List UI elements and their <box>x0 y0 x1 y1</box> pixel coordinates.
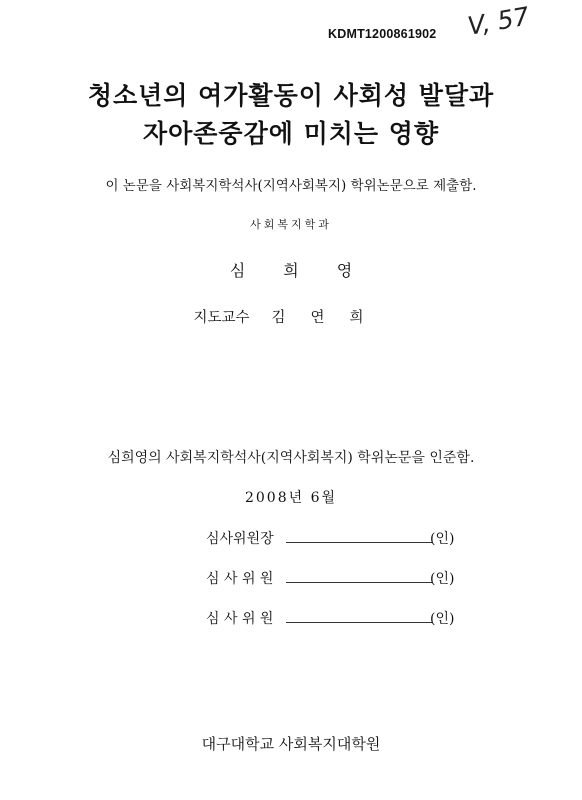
submission-statement: 이 논문을 사회복지학석사(지역사회복지) 학위논문으로 제출함. <box>105 178 477 194</box>
approval-statement: 심희영의 사회복지학석사(지역사회복지) 학위논문을 인준함. <box>107 450 475 466</box>
committee-title: 심 사 위 원 <box>206 611 274 627</box>
advisor-name: 김연희 <box>271 310 389 326</box>
advisor-label: 지도교수 <box>193 310 250 326</box>
document-id: KDMT1200861902 <box>328 27 437 41</box>
handwritten-note: V, 57 <box>465 1 532 41</box>
department: 사회복지학과 <box>250 218 332 231</box>
author-name: 심희영 <box>229 261 391 280</box>
signature-line <box>286 542 432 543</box>
signature-line <box>286 622 432 623</box>
thesis-title-line-1: 청소년의 여가활동이 사회성 발달과 <box>87 81 495 110</box>
approval-date: 2008년 6월 <box>244 490 338 506</box>
seal-mark: (인) <box>430 571 455 587</box>
thesis-title-line-2: 자아존중감에 미치는 영향 <box>142 119 440 148</box>
seal-mark: (인) <box>430 611 455 627</box>
committee-title: 심사위원장 <box>206 531 274 547</box>
seal-mark: (인) <box>430 531 455 547</box>
advisor <box>0 306 582 327</box>
committee-title: 심 사 위 원 <box>206 571 274 587</box>
signature-line <box>286 582 432 583</box>
university-name: 대구대학교 사회복지대학원 <box>201 735 381 753</box>
